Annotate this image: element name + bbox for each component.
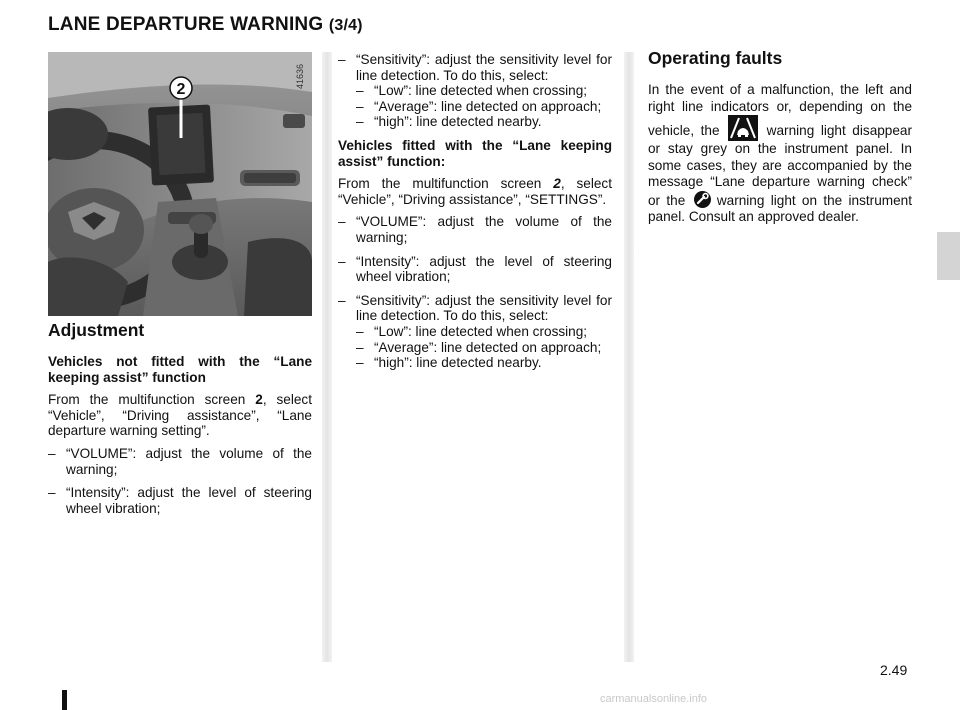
faults-text-part2: warning light disappear or stay grey on the instrument panel. In some cases, they are accompanied by the message “Lane departure warning check” or the bbox=[648, 123, 913, 208]
subheading-fitted: Vehicles fitted with the “Lane keeping assist” function: bbox=[338, 137, 612, 169]
page-title-text: LANE DEPARTURE WARNING bbox=[48, 14, 324, 35]
section-thumb-tab bbox=[937, 232, 960, 280]
option-average: – “Average”: line detected on approach; bbox=[356, 99, 612, 115]
instruction-paragraph bbox=[48, 392, 312, 439]
option-high: – “high”: line detected nearby. bbox=[356, 355, 612, 371]
sensitivity-options bbox=[338, 83, 612, 130]
column-settings bbox=[338, 52, 612, 371]
instruction-text-end: , select “Vehicle”, “Driving assistance”, “SETTINGS”. bbox=[338, 176, 612, 207]
figure-reference-code: 41636 bbox=[295, 63, 305, 89]
list-item-volume: – “VOLUME”: adjust the volume of the warning; bbox=[48, 446, 312, 477]
instruction-text-end: , select “Vehicle”, “Driving assistance”, “Lane departure warning setting”. bbox=[48, 392, 312, 439]
list-item-intensity: – “Intensity”: adjust the level of steering wheel vibration; bbox=[338, 254, 612, 285]
list-item-intensity: – “Intensity”: adjust the level of steering wheel vibration; bbox=[48, 485, 312, 516]
screen-reference-number: 2 bbox=[255, 392, 263, 408]
page-title bbox=[48, 14, 363, 36]
print-corner-mark bbox=[62, 690, 67, 710]
column-divider-right bbox=[624, 52, 634, 662]
option-low: – “Low”: line detected when crossing; bbox=[356, 83, 612, 99]
callout-label: 2 bbox=[176, 81, 186, 98]
dashboard-illustration bbox=[48, 52, 312, 316]
option-average: – “Average”: line detected on approach; bbox=[356, 340, 612, 356]
instruction-paragraph bbox=[338, 176, 612, 207]
option-low: – “Low”: line detected when crossing; bbox=[356, 324, 612, 340]
sensitivity-options bbox=[338, 324, 612, 371]
column-divider-left bbox=[322, 52, 332, 662]
instruction-text-start: From the multifunction screen bbox=[338, 176, 554, 192]
section-heading-operating-faults: Operating faults bbox=[648, 48, 783, 68]
wrench-warning-icon bbox=[694, 191, 711, 208]
option-high: – “high”: line detected nearby. bbox=[356, 114, 612, 130]
page-number: 2.49 bbox=[880, 662, 908, 678]
lane-departure-warning-icon bbox=[728, 115, 758, 141]
dashboard-photo bbox=[48, 52, 312, 316]
faults-text-part1: In the event of a malfunction, the left and right line indicators or, depending on the vehicle, the bbox=[648, 82, 912, 138]
list-item-sensitivity: – “Sensitivity”: adjust the sensitivity level for line detection. To do this, select: bbox=[338, 293, 612, 324]
column-adjustment bbox=[48, 320, 312, 524]
section-heading-adjustment: Adjustment bbox=[48, 320, 145, 340]
column-operating-faults bbox=[648, 48, 912, 233]
screen-reference-number: 2 bbox=[553, 176, 561, 192]
list-item-sensitivity: – “Sensitivity”: adjust the sensitivity level for line detection. To do this, select: bbox=[338, 52, 612, 83]
list-item-volume: – “VOLUME”: adjust the volume of the warning; bbox=[338, 214, 612, 245]
page-title-part: (3/4) bbox=[328, 17, 363, 34]
instruction-text-start: From the multifunction screen bbox=[48, 392, 256, 408]
watermark: carmanualsonline.info bbox=[600, 693, 708, 705]
faults-text-part3: warning light on the instrument panel. Consult an approved dealer. bbox=[648, 192, 912, 224]
subheading-not-fitted: Vehicles not fitted with the “Lane keeping assist” function bbox=[48, 354, 312, 385]
faults-paragraph bbox=[648, 82, 912, 226]
